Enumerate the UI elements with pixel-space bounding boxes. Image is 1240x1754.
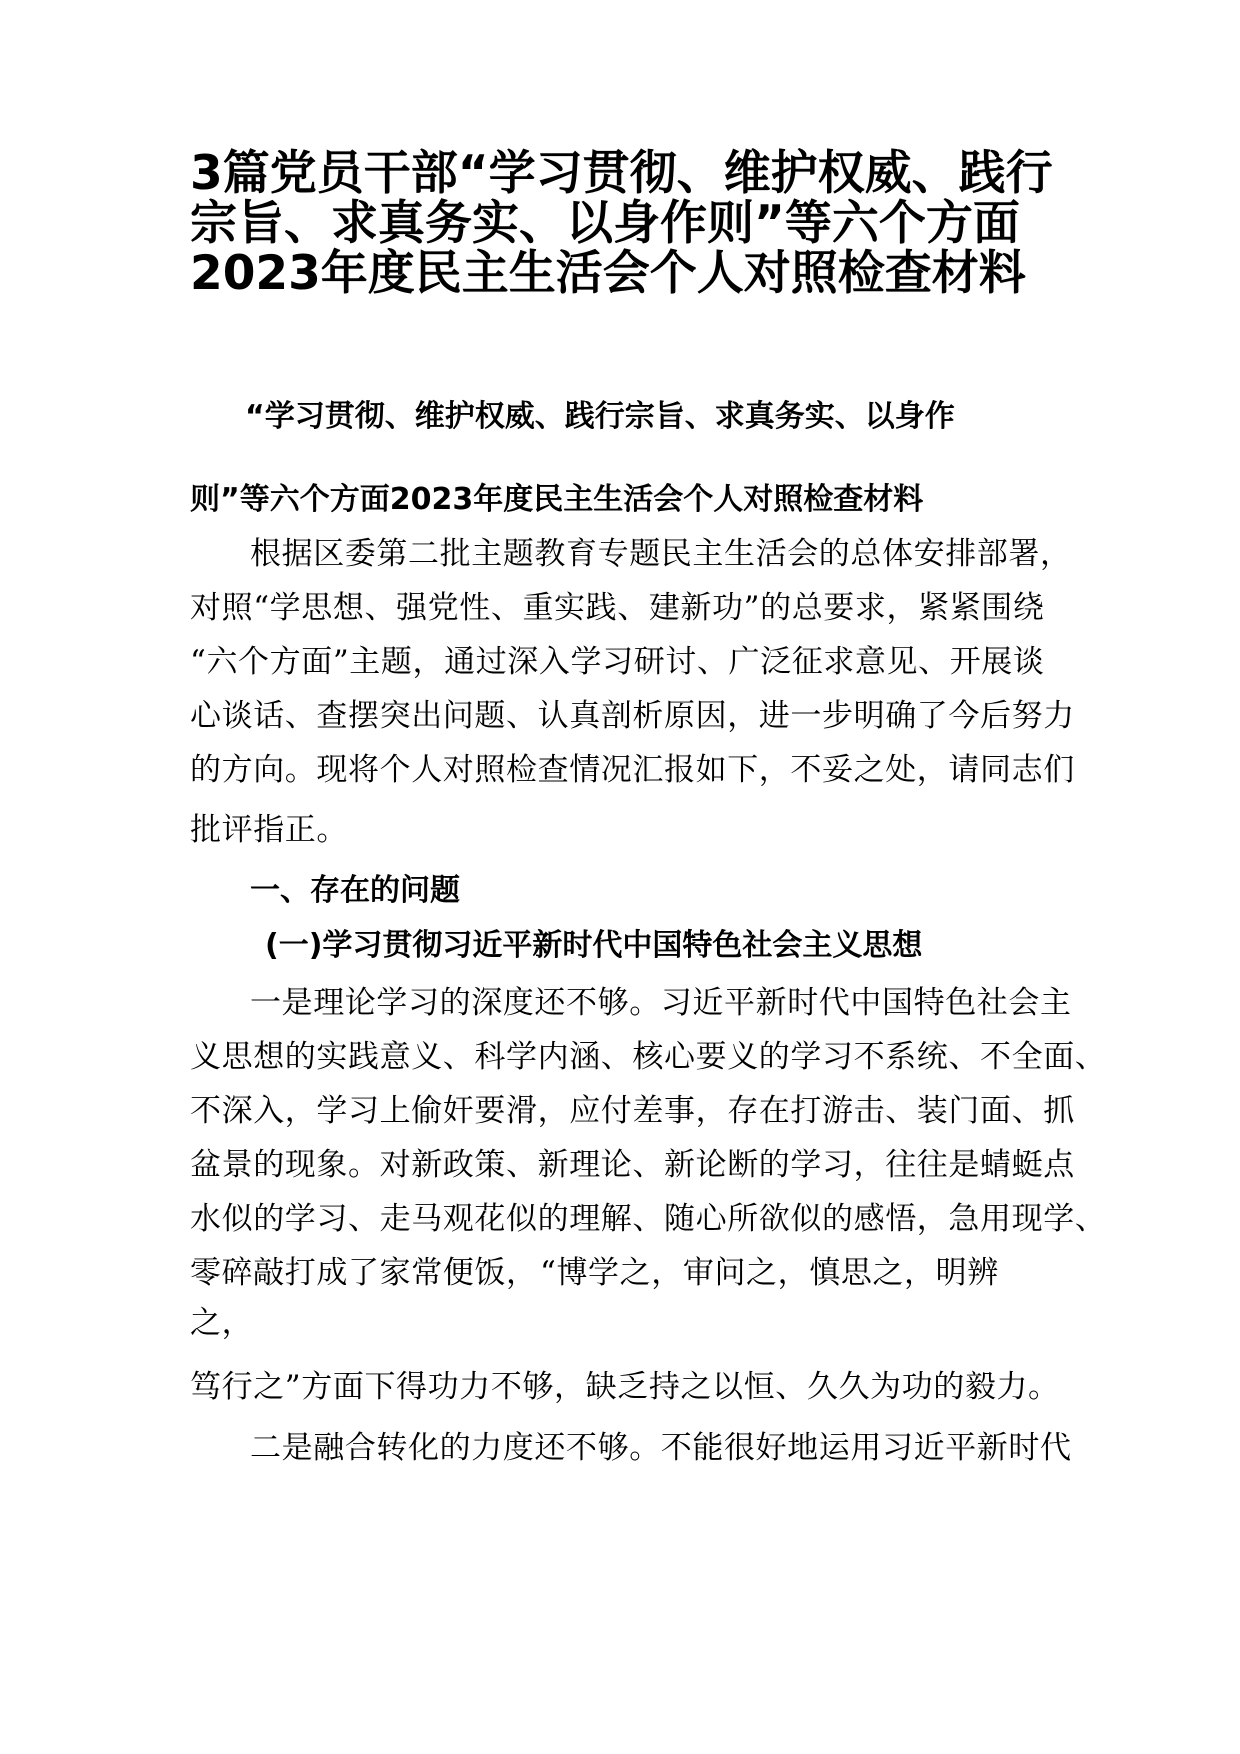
subtitle-line-2: 则”等六个方面2023年度民主生活会个人对照检查材料 xyxy=(190,482,924,517)
intro-line-5: 的方向。现将个人对照检查情况汇报如下，不妥之处，请同志们 xyxy=(190,752,1075,788)
section-heading-problems: 一、存在的问题 xyxy=(250,873,460,908)
para1-quote-line: “博学之，审问之，慎思之，明辨 xyxy=(540,1255,999,1291)
para1-line-1: 一是理论学习的深度还不够。习近平新时代中国特色社会主 xyxy=(250,985,1072,1021)
para1-line-3: 不深入，学习上偷奸要滑，应付差事，存在打游击、装门面、抓 xyxy=(190,1093,1075,1129)
document-title-line-2: 宗旨、求真务实、以身作则”等六个方面 xyxy=(190,196,1020,251)
subtitle-line-1: “学习贯彻、维护权威、践行宗旨、求真务实、以身作 xyxy=(245,399,955,434)
para1-line-2: 义思想的实践意义、科学内涵、核心要义的学习不系统、不全面、 xyxy=(190,1039,1107,1075)
para1-line-7: 之， xyxy=(190,1305,254,1341)
para1-line-4: 盆景的现象。对新政策、新理论、新论断的学习，往往是蜻蜓点 xyxy=(190,1147,1075,1183)
para1-line-8: 笃行之”方面下得功力不够，缺乏持之以恒、久久为功的毅力。 xyxy=(190,1369,1060,1405)
intro-line-4: 心谈话、查摆突出问题、认真剖析原因，进一步明确了今后努力 xyxy=(190,698,1075,734)
intro-line-6: 批评指正。 xyxy=(190,812,348,848)
para1-line-6: 零碎敲打成了家常便饭， xyxy=(190,1255,538,1291)
subsection-heading-1: (一)学习贯彻习近平新时代中国特色社会主义思想 xyxy=(265,928,923,963)
intro-line-2: 对照“学思想、强党性、重实践、建新功”的总要求，紧紧围绕 xyxy=(190,590,1045,626)
intro-line-3: “六个方面”主题，通过深入学习研讨、广泛征求意见、开展谈 xyxy=(190,644,1045,680)
para1-line-5: 水似的学习、走马观花似的理解、随心所欲似的感悟，急用现学、 xyxy=(190,1201,1107,1237)
document-title-line-1: 3篇党员干部“学习贯彻、维护权威、践行 xyxy=(190,146,1053,201)
intro-line-1: 根据区委第二批主题教育专题民主生活会的总体安排部署， xyxy=(250,536,1072,572)
document-title-line-3: 2023年度民主生活会个人对照检查材料 xyxy=(190,246,1026,301)
para2-line-1: 二是融合转化的力度还不够。不能很好地运用习近平新时代 xyxy=(250,1430,1072,1466)
